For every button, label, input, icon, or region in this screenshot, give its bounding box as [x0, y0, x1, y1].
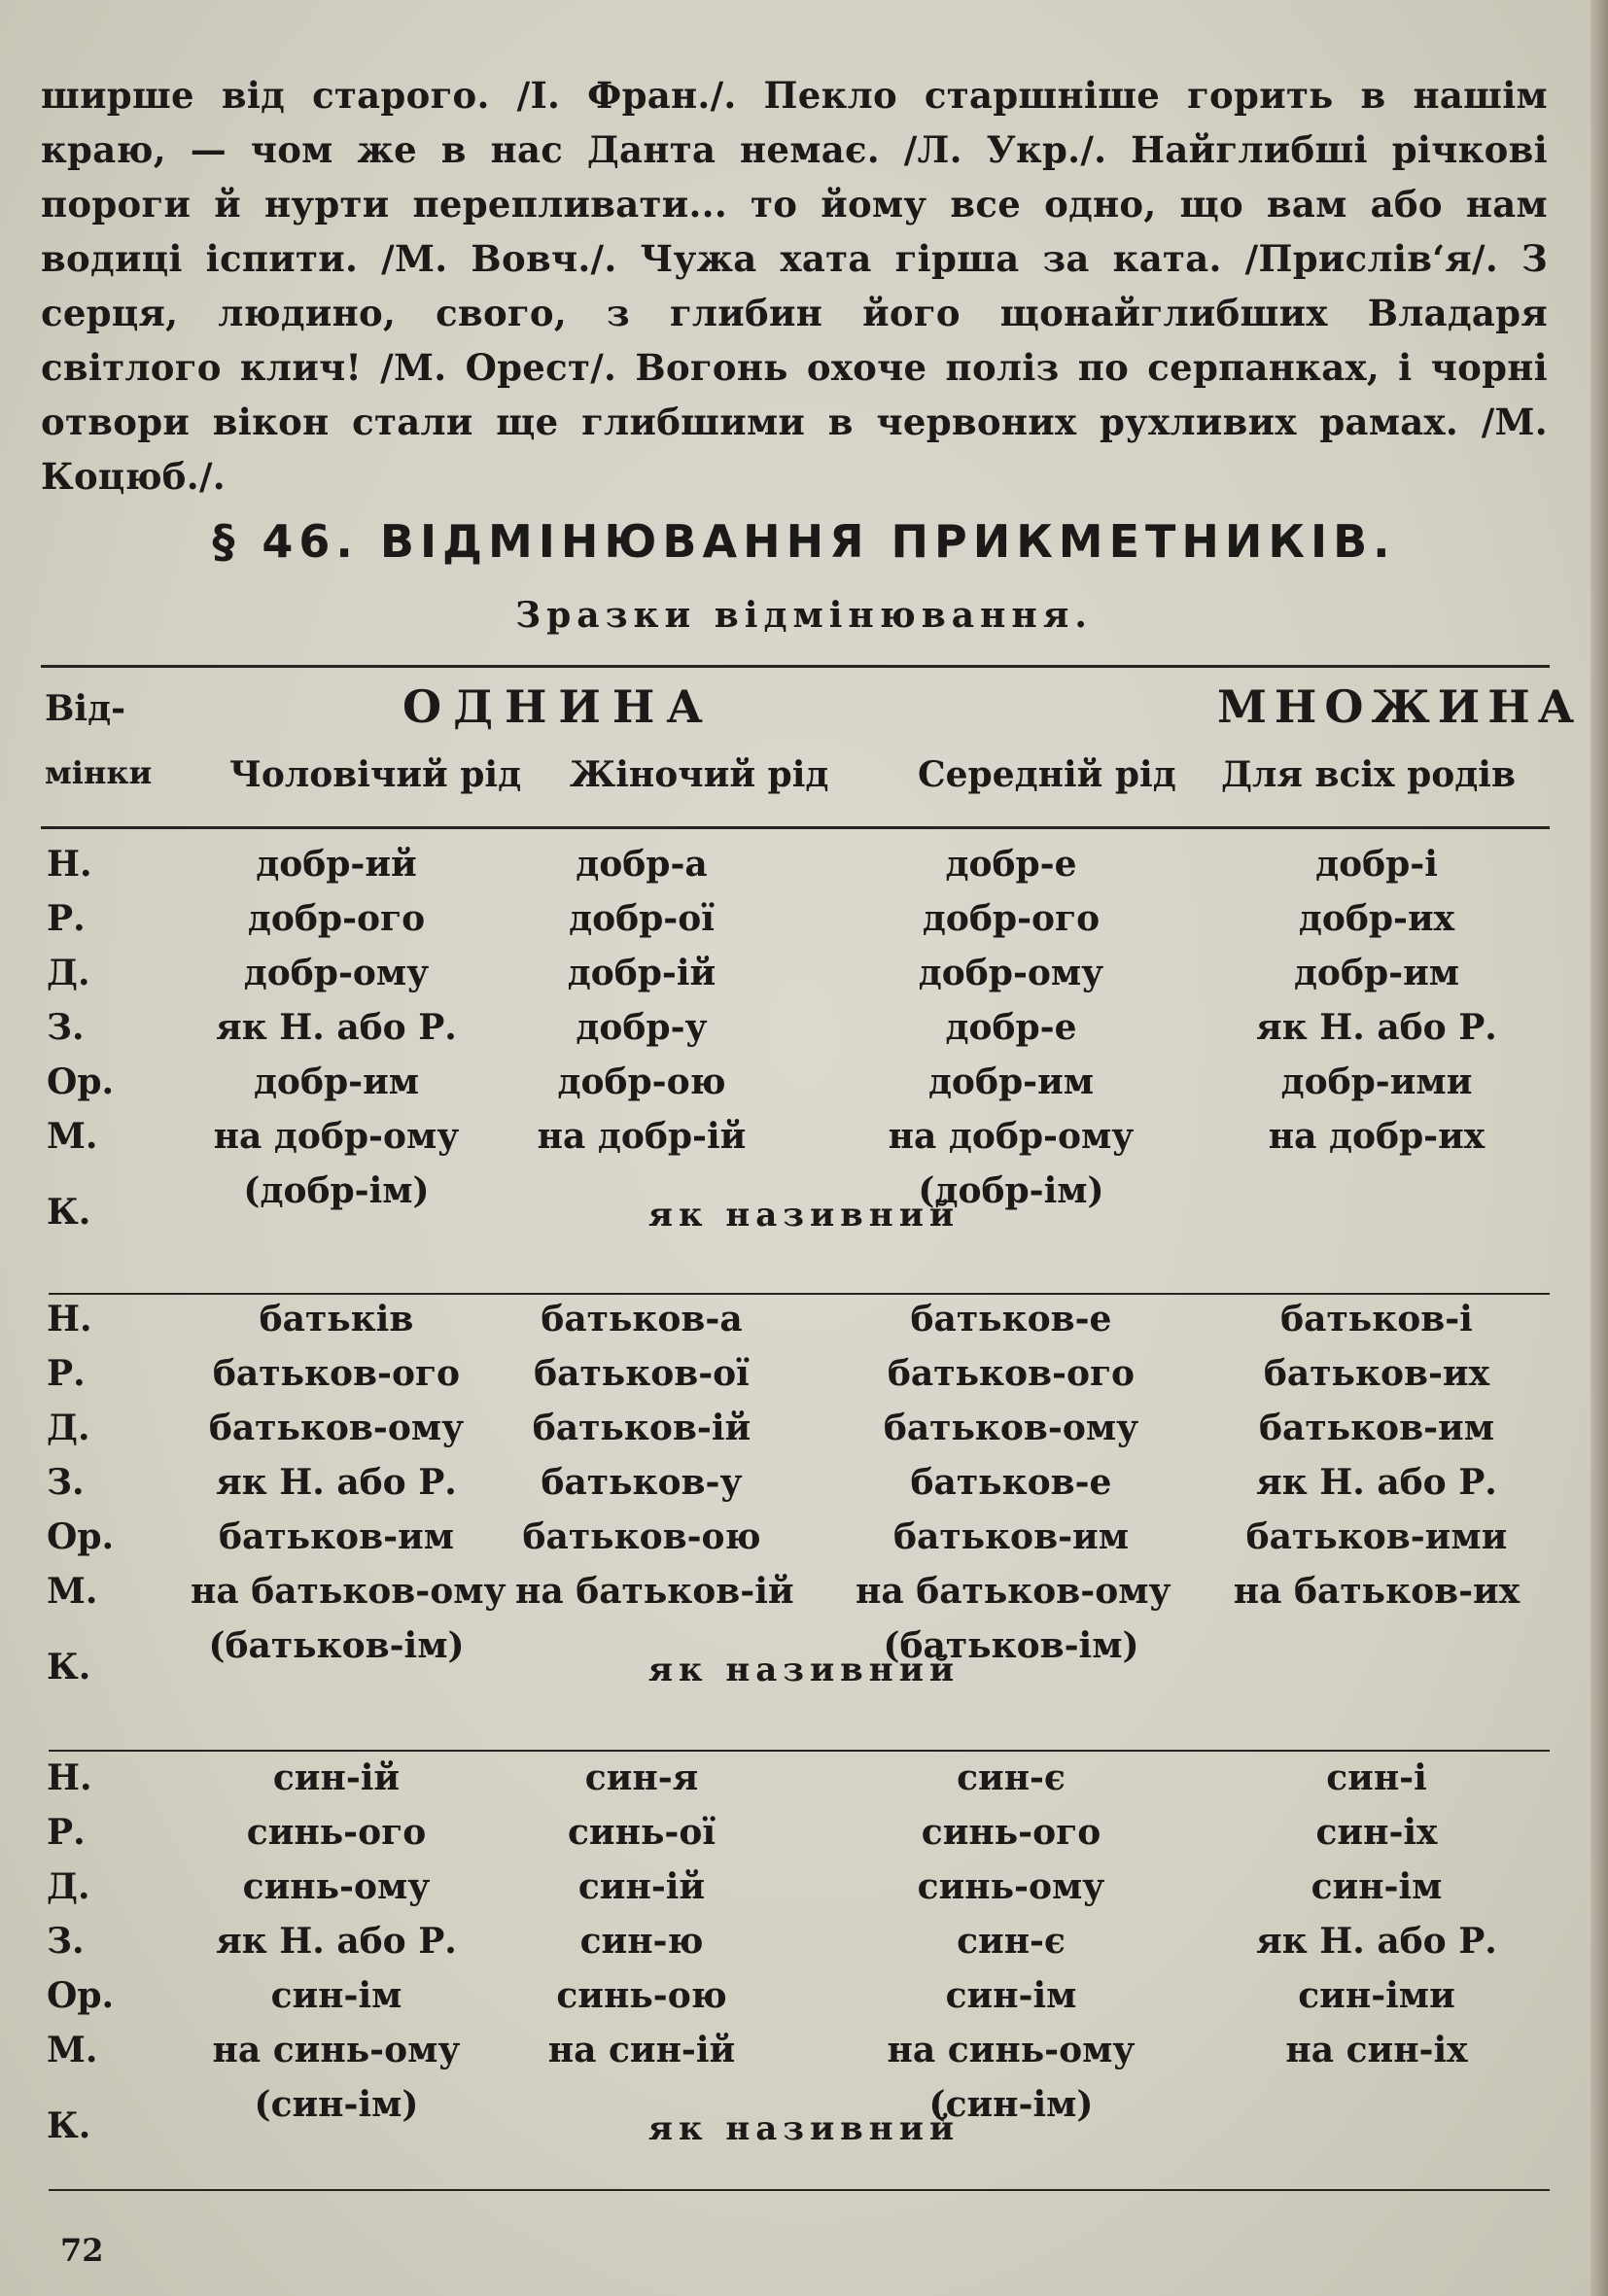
form-neut: (батьков-ім) [883, 1625, 1139, 1666]
case-label: К. [47, 2105, 91, 2146]
section-subheading: Зразки відмінювання. [515, 595, 1093, 636]
case-label: Р. [47, 1812, 86, 1853]
form-masc: (добр-ім) [243, 1170, 430, 1211]
page-number: 72 [60, 2232, 104, 2269]
form-plural: на син-іх [1285, 2030, 1468, 2070]
section-heading: § 46. ВІДМІНЮВАННЯ ПРИКМЕТНИКІВ. [212, 515, 1396, 568]
form-masc: добр-им [253, 1061, 420, 1102]
form-plural: батьков-их [1263, 1353, 1490, 1394]
block-rule [49, 1293, 1550, 1295]
form-plural: син-ім [1311, 1866, 1443, 1907]
form-neut: батьков-е [910, 1462, 1112, 1503]
form-plural: син-іх [1315, 1812, 1438, 1853]
case-label: К. [47, 1192, 91, 1233]
form-masc: як Н. або Р. [216, 1007, 457, 1048]
form-neut: синь-ому [917, 1866, 1105, 1907]
form-neut: батьков-им [892, 1516, 1129, 1557]
case-label: Ор. [47, 1061, 115, 1102]
form-fem: батьков-ої [534, 1353, 750, 1394]
case-label: Ор. [47, 1516, 115, 1557]
form-neut: син-є [957, 1757, 1066, 1798]
vocative-note: як називний [647, 1196, 961, 1235]
form-masc: на добр-ому [213, 1116, 460, 1157]
case-label: Н. [47, 1299, 92, 1339]
form-neut: добр-е [945, 1007, 1077, 1048]
form-masc: на синь-ому [212, 2030, 461, 2070]
block-rule [49, 1750, 1550, 1752]
form-masc: батьков-ому [208, 1408, 465, 1448]
case-label: Н. [47, 844, 92, 885]
form-neut: на синь-ому [887, 2030, 1136, 2070]
form-fem: добр-а [576, 844, 708, 885]
form-fem: добр-у [576, 1007, 708, 1048]
table-top-rule [41, 665, 1550, 668]
form-plural: на батьков-их [1233, 1571, 1521, 1612]
header-all-genders: Для всіх родів [1221, 754, 1516, 795]
page-edge [1591, 0, 1608, 2296]
form-plural: добр-их [1298, 898, 1455, 939]
form-masc: добр-ого [247, 898, 426, 939]
form-plural: батьков-і [1280, 1299, 1473, 1339]
case-label: Ор. [47, 1975, 115, 2016]
form-masc: синь-ому [242, 1866, 431, 1907]
case-label: Д. [47, 1866, 90, 1907]
form-neut: на добр-ому [888, 1116, 1135, 1157]
case-label: Д. [47, 1408, 90, 1448]
form-plural: син-і [1326, 1757, 1427, 1798]
form-fem: син-ій [577, 1866, 706, 1907]
form-masc: як Н. або Р. [216, 1462, 457, 1503]
case-label: Н. [47, 1757, 92, 1798]
form-fem: батьков-ій [532, 1408, 752, 1448]
form-plural: як Н. або Р. [1256, 1462, 1497, 1503]
form-plural: добр-ими [1280, 1061, 1473, 1102]
case-label: Р. [47, 1353, 86, 1394]
form-plural: як Н. або Р. [1256, 1921, 1497, 1962]
header-singular: ОДНИНА [402, 680, 715, 733]
form-fem: добр-ої [569, 898, 715, 939]
form-masc: добр-ому [243, 953, 430, 993]
form-neut: батьков-ого [887, 1353, 1136, 1394]
form-fem: син-ю [579, 1921, 704, 1962]
form-neut: (син-ім) [928, 2084, 1094, 2125]
body-paragraph: ширше від старого. /І. Фран./. Пекло старшніше горить в нашім краю, — чом же в нас Данта немає. /Л. Укр./. Найглибші річкові пороги й нурти перепливати... то йому все одно, що вам або нам водиці іспити. /М. Вовч./. Чужа хата гірша за ката. /Прислів‘я/. З серця, людино, свого, з глибин його щонайглибших Владаря світлого клич! /М. Орест/. Вогонь охоче поліз по серпанках, і чорні отвори вікон стали ще глибшими в червоних рухливих рамах. /М. Коцюб./. [41, 74, 1548, 498]
form-masc: (син-ім) [254, 2084, 419, 2125]
header-neuter: Середній рід [918, 754, 1176, 795]
case-label: З. [47, 1921, 85, 1962]
form-fem: добр-ою [557, 1061, 726, 1102]
header-plural: МНОЖИНА [1217, 680, 1583, 733]
header-feminine: Жіночий рід [570, 754, 829, 795]
form-fem: батьков-у [541, 1462, 743, 1503]
form-plural: добр-им [1293, 953, 1460, 993]
case-label: М. [47, 1571, 98, 1612]
form-plural: батьков-ими [1245, 1516, 1508, 1557]
form-neut: добр-им [927, 1061, 1095, 1102]
form-fem: батьков-ою [522, 1516, 761, 1557]
form-neut: добр-ому [918, 953, 1104, 993]
case-label: Р. [47, 898, 86, 939]
case-label: М. [47, 2030, 98, 2070]
form-plural: як Н. або Р. [1256, 1007, 1497, 1048]
form-fem: добр-ій [567, 953, 717, 993]
header-cases-line2: мінки [45, 754, 153, 791]
case-label: Д. [47, 953, 90, 993]
form-neut: (добр-ім) [918, 1170, 1104, 1211]
header-bottom-rule [41, 826, 1550, 829]
form-masc: як Н. або Р. [216, 1921, 457, 1962]
form-plural: батьков-им [1258, 1408, 1494, 1448]
form-masc: синь-ого [246, 1812, 427, 1853]
form-masc: батьков-им [218, 1516, 454, 1557]
case-label: З. [47, 1007, 85, 1048]
header-masculine: Чоловічий рід [229, 754, 522, 795]
form-fem: на батьков-ій [515, 1571, 794, 1612]
form-fem: син-я [584, 1757, 699, 1798]
form-neut: добр-е [945, 844, 1077, 885]
form-neut: батьков-е [910, 1299, 1112, 1339]
form-masc: батьків [259, 1299, 414, 1339]
form-masc: добр-ий [256, 844, 417, 885]
vocative-note: як називний [647, 2109, 961, 2148]
form-neut: батьков-ому [883, 1408, 1139, 1448]
form-plural: син-іми [1298, 1975, 1455, 2016]
form-fem: синь-ої [567, 1812, 717, 1853]
form-neut: син-ім [945, 1975, 1077, 2016]
case-label: М. [47, 1116, 98, 1157]
form-neut: на батьков-ому [856, 1571, 1171, 1612]
form-fem: на син-ій [547, 2030, 736, 2070]
form-masc: син-ім [270, 1975, 402, 2016]
form-fem: батьков-а [541, 1299, 743, 1339]
form-plural: добр-і [1315, 844, 1438, 885]
form-masc: батьков-ого [212, 1353, 461, 1394]
form-masc: (батьков-ім) [208, 1625, 465, 1666]
vocative-note: як називний [647, 1651, 961, 1689]
case-label: К. [47, 1647, 91, 1687]
form-fem: на добр-ій [537, 1116, 747, 1157]
form-fem: синь-ою [556, 1975, 727, 2016]
header-cases-line1: Від- [45, 688, 126, 729]
form-masc: на батьков-ому [191, 1571, 507, 1612]
form-masc: син-ій [272, 1757, 401, 1798]
form-plural: на добр-их [1268, 1116, 1486, 1157]
form-neut: синь-ого [921, 1812, 1101, 1853]
form-neut: син-є [957, 1921, 1066, 1962]
case-label: З. [47, 1462, 85, 1503]
block-rule [49, 2189, 1550, 2191]
form-neut: добр-ого [922, 898, 1101, 939]
